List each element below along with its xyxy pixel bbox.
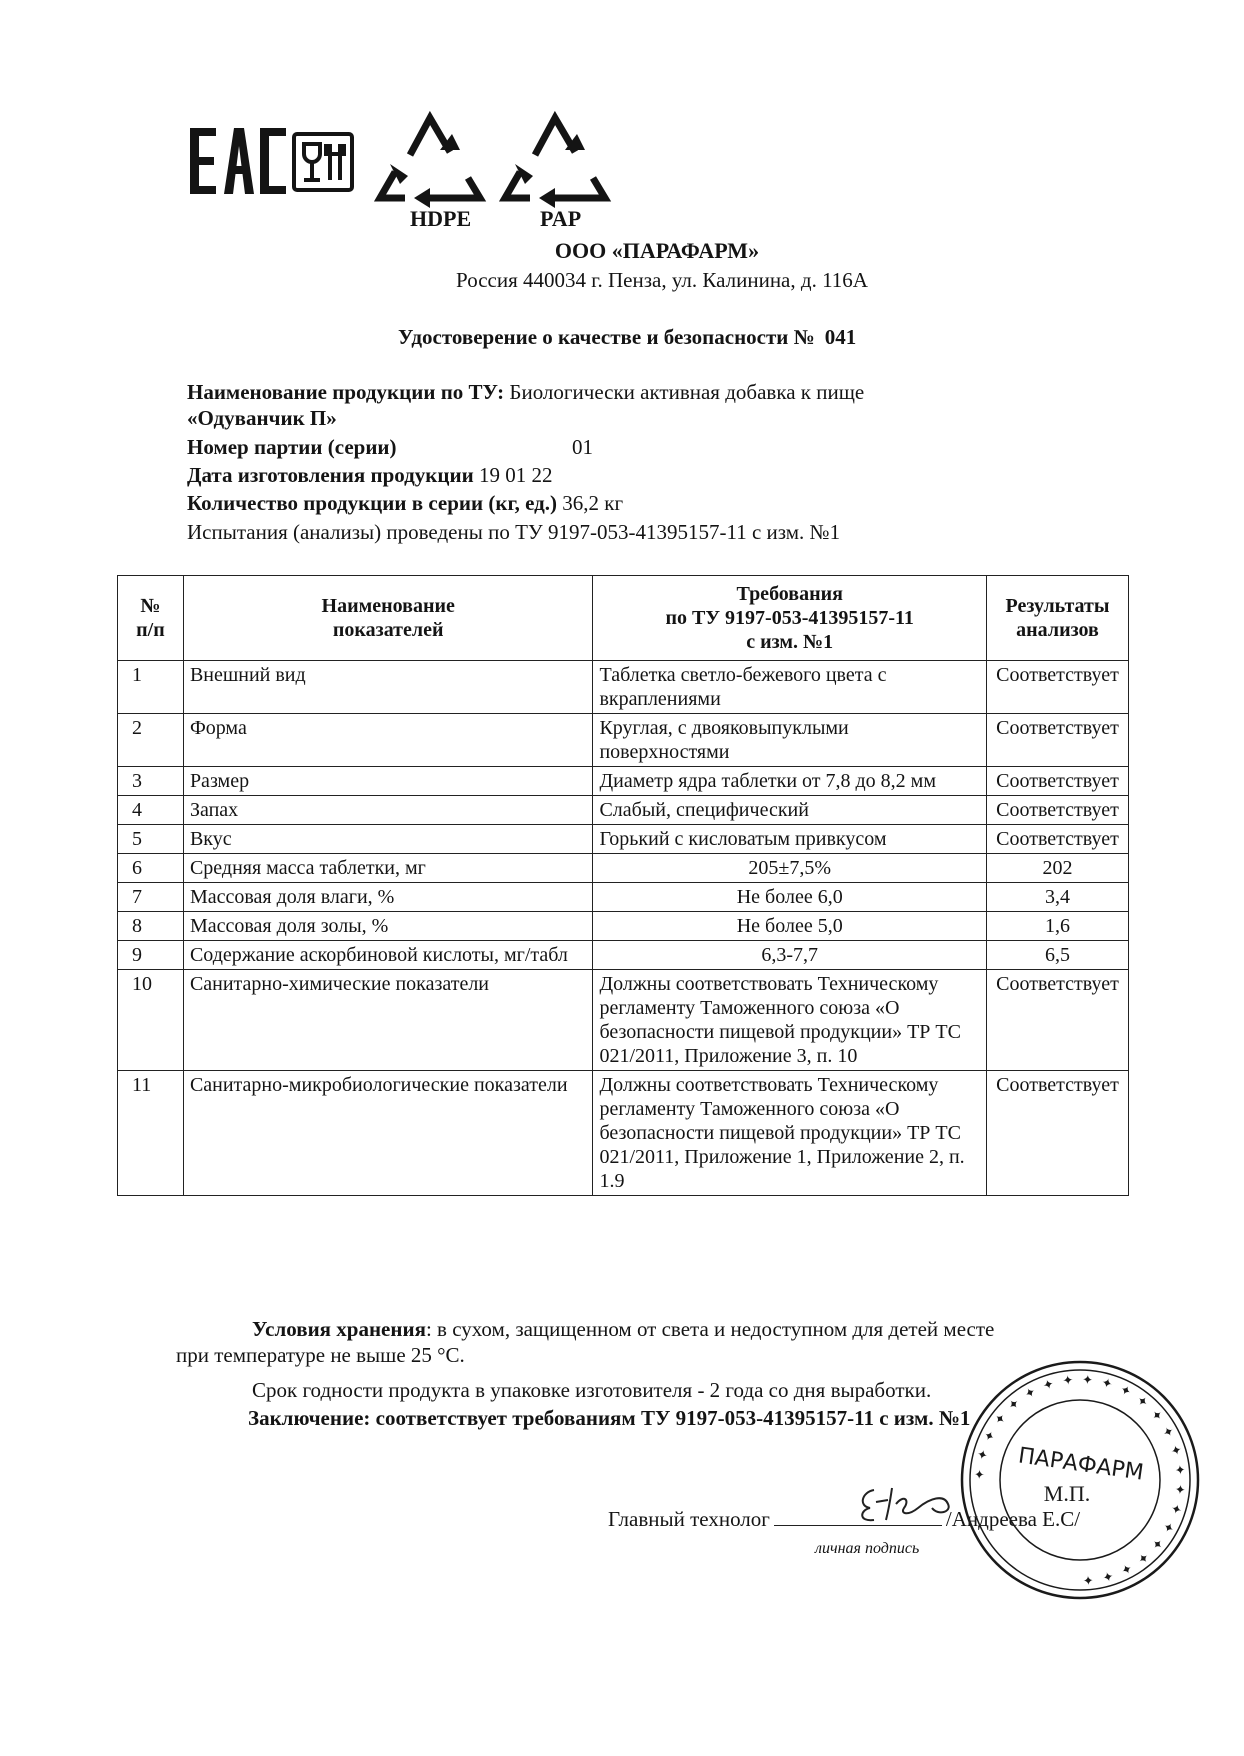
quantity-label: Количество продукции в серии (кг, ед.) [187,491,558,515]
document-title [398,325,856,350]
row-requirement: Диаметр ядра таблетки от 7,8 до 8,2 мм [593,767,987,796]
row-requirement: Должны соответствовать Техническому регламенту Таможенного союза «О безопасности пищевой продукции» ТР ТС 021/2011, Приложение 1, Приложение 2, п. 1.9 [593,1071,987,1196]
row-requirement: 205±7,5% [593,854,987,883]
conclusion-text: соответствует требованиям ТУ 9197-053-41395157-11 с изм. №1 [375,1406,971,1430]
row-number: 1 [118,661,184,714]
header-number-line-1: № [140,595,161,617]
header-req-line-2: по ТУ 9197-053-41395157-11 [665,607,914,629]
header-results [986,576,1128,661]
document-number: 041 [824,325,857,349]
row-result: 3,4 [986,883,1128,912]
row-number: 4 [118,796,184,825]
table-row [118,1071,1129,1196]
conclusion-label: Заключение: [248,1406,371,1430]
batch-value: 01 [572,435,593,459]
header-name-line-2: показателей [332,619,444,641]
recycle-pap-icon [495,100,615,210]
table-row [118,941,1129,970]
row-number: 9 [118,941,184,970]
table-row [118,970,1129,1071]
row-number: 7 [118,883,184,912]
storage-text-2: при температуре не выше 25 °С. [176,1343,465,1367]
row-number: 5 [118,825,184,854]
product-name-line [187,380,864,405]
header-res-line-2: анализов [1016,619,1099,641]
signer-name: /Андреева Е.С/ [945,1507,1081,1531]
conclusion-line [248,1406,970,1431]
row-name: Массовая доля золы, % [183,912,593,941]
header-req-line-1: Требования [736,583,843,605]
svg-text:✦ ✦ ✦ ✦ ✦ ✦ ✦ ✦ ✦ ✦ ✦ ✦ ✦ ✦ ✦: ✦ ✦ ✦ ✦ ✦ ✦ ✦ ✦ ✦ ✦ ✦ ✦ ✦ ✦ ✦ ✦ ✦ ✦ ✦ ✦ ✦ ✦ ✦ ✦ [972,1372,1188,1588]
header-name-line-1: Наименование [321,595,455,617]
date-line [187,463,552,488]
row-result: 1,6 [986,912,1128,941]
row-result: Соответствует [986,1071,1128,1196]
header-name [183,576,593,661]
table-row [118,854,1129,883]
row-requirement: Не более 5,0 [593,912,987,941]
row-number: 10 [118,970,184,1071]
row-requirement: Круглая, с двояковыпуклыми поверхностями [593,714,987,767]
storage-label: Условия хранения [252,1317,426,1341]
pap-label: PAP [540,206,582,231]
storage-line [252,1317,994,1342]
quantity-line [187,491,623,516]
eac-logo-icon [190,120,370,200]
table-row [118,661,1129,714]
row-requirement: Не более 6,0 [593,883,987,912]
row-result: Соответствует [986,661,1128,714]
row-name: Средняя масса таблетки, мг [183,854,593,883]
signer-title: Главный технолог [608,1507,770,1531]
date-label: Дата изготовления продукции [187,463,474,487]
tests-line: Испытания (анализы) проведены по ТУ 9197-053-41395157-11 с изм. №1 [187,520,841,544]
row-name: Вкус [183,825,593,854]
company-stamp-icon [955,1355,1205,1605]
table-row [118,912,1129,941]
company-address: Россия 440034 г. Пенза, ул. Калинина, д. 116А [456,268,868,292]
row-name: Форма [183,714,593,767]
table-header-row [118,576,1129,661]
row-requirement: Слабый, специфический [593,796,987,825]
handwritten-signature-icon [852,1478,972,1528]
row-name: Запах [183,796,593,825]
date-value: 19 01 22 [478,463,553,487]
header-number-line-2: п/п [136,619,165,641]
row-name: Размер [183,767,593,796]
row-requirement: Должны соответствовать Техническому регламенту Таможенного союза «О безопасности пищевой продукции» ТР ТС 021/2011, Приложение 3, п. 10 [593,970,987,1071]
quantity-value: 36,2 кг [562,491,624,515]
row-number: 3 [118,767,184,796]
table-row [118,767,1129,796]
header-res-line-1: Результаты [1005,595,1110,617]
hdpe-label: HDPE [410,206,472,231]
certification-logos [190,100,640,230]
table-row [118,825,1129,854]
row-result: Соответствует [986,825,1128,854]
table-row [118,796,1129,825]
product-name-label: Наименование продукции по ТУ: [187,380,505,404]
row-result: 6,5 [986,941,1128,970]
row-result: Соответствует [986,714,1128,767]
company-name: ООО «ПАРАФАРМ» [554,238,760,263]
row-number: 2 [118,714,184,767]
table-row [118,714,1129,767]
row-name: Санитарно-химические показатели [183,970,593,1071]
row-name: Содержание аскорбиновой кислоты, мг/табл [183,941,593,970]
signature-caption: личная подпись [815,1540,920,1557]
row-number: 6 [118,854,184,883]
header-number [118,576,184,661]
stamp-mp-text: М.П. [1043,1481,1091,1506]
stamp-center-text: ПАРАФАРМ [1016,1443,1146,1486]
product-name-value-2: «Одуванчик П» [187,406,337,430]
row-result: Соответствует [986,970,1128,1071]
table-row [118,883,1129,912]
row-requirement: Таблетка светло-бежевого цвета с вкраплениями [593,661,987,714]
row-name: Санитарно-микробиологические показатели [183,1071,593,1196]
shelf-life: Срок годности продукта в упаковке изготовителя - 2 года со дня выработки. [252,1378,932,1402]
row-number: 11 [118,1071,184,1196]
storage-text: : в сухом, защищенном от света и недоступном для детей месте [425,1317,995,1341]
batch-line [187,435,593,460]
row-result: 202 [986,854,1128,883]
recycle-hdpe-icon [370,100,490,210]
batch-label: Номер партии (серии) [187,435,397,459]
header-req-line-3: с изм. №1 [746,631,834,653]
row-requirement: 6,3-7,7 [593,941,987,970]
row-result: Соответствует [986,767,1128,796]
row-name: Внешний вид [183,661,593,714]
row-name: Массовая доля влаги, % [183,883,593,912]
row-number: 8 [118,912,184,941]
document-title-text: Удостоверение о качестве и безопасности № [398,325,815,349]
results-table [117,575,1129,1196]
header-requirements [593,576,987,661]
row-requirement: Горький с кисловатым привкусом [593,825,987,854]
row-result: Соответствует [986,796,1128,825]
product-name-value: Биологически активная добавка к пище [509,380,865,404]
